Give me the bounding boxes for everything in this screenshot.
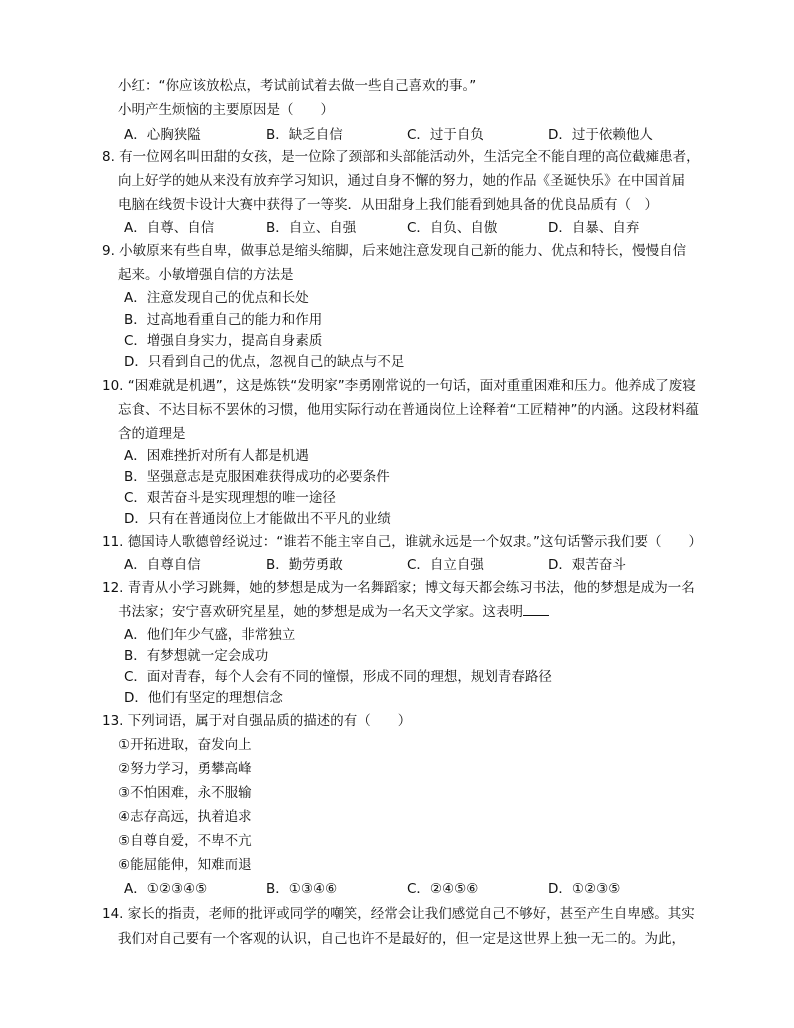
q14-line-2: 我们对自己要有一个客观的认识，自己也许不是最好的，但一定是这世界上独一无二的。为此，	[118, 931, 685, 947]
q9-line-2: 起来。小敏增强自信的方法是	[118, 267, 294, 283]
q12-option-b: B．有梦想就一定会成功	[124, 648, 269, 664]
q13-stem: 13. 下列词语，属于对自强品质的描述的有（ ）	[102, 713, 412, 729]
q13-item-4: ④志存高远，执着追求	[118, 809, 252, 825]
q9-line-1: 9. 小敏原来有些自卑，做事总是缩头缩脚，后来她注意发现自己新的能力、优点和特长，慢慢自信	[102, 243, 687, 259]
q10-line-2: 忘食、不达目标不罢休的习惯，他用实际行动在普通岗位上诠释着“工匠精神”的内涵。这段材料蕴	[118, 402, 699, 418]
q13-item-5: ⑤自尊自爱，不卑不亢	[118, 833, 252, 849]
q13-option-b: B．①③④⑥	[266, 881, 338, 897]
q8-line-2: 向上好学的她从来没有放弃学习知识，通过自身不懈的努力，她的作品《圣诞快乐》在中国首届	[118, 173, 685, 189]
q8-option-a: A．自尊、自信	[124, 220, 215, 236]
q12-line-1: 12. 青青从小学习跳舞，她的梦想是成为一名舞蹈家；博文每天都会练习书法，他的梦想是成为一名	[102, 580, 695, 596]
q13-item-2: ②努力学习，勇攀高峰	[118, 761, 252, 777]
q10-option-b: B．坚强意志是克服困难获得成功的必要条件	[124, 469, 390, 485]
q7-option-b: B．缺乏自信	[266, 127, 343, 143]
q10-option-a: A．困难挫折对所有人都是机遇	[124, 448, 309, 464]
q8-option-c: C．自负、自傲	[407, 220, 498, 236]
q13-option-d: D．①②③⑤	[548, 881, 621, 897]
q11-option-a: A．自尊自信	[124, 557, 201, 573]
q11-option-b: B．勤劳勇敢	[266, 557, 343, 573]
q13-item-3: ③不怕困难，永不服输	[118, 785, 252, 801]
q8-line-3: 电脑在线贺卡设计大赛中获得了一等奖．从田甜身上我们能看到她具备的优良品质有（ ）	[118, 197, 658, 213]
q9-option-c: C．增强自身实力，提高自身素质	[124, 333, 323, 349]
q8-option-b: B．自立、自强	[266, 220, 357, 236]
q10-line-1: 10. “困难就是机遇”，这是炼铁“发明家”李勇刚常说的一句话，面对重重困难和压力。他养成了废寝	[102, 378, 696, 394]
q7-dialogue: 小红：“你应该放松点，考试前试着去做一些自己喜欢的事。”	[118, 78, 477, 94]
q9-option-a: A．注意发现自己的优点和长处	[124, 290, 309, 306]
q9-option-b: B．过高地看重自己的能力和作用	[124, 312, 323, 328]
q14-line-1: 14. 家长的指责，老师的批评或同学的嘲笑，经常会让我们感觉自己不够好，甚至产生自卑感。其实	[102, 906, 695, 922]
q13-option-c: C．②④⑤⑥	[407, 881, 479, 897]
q12-option-c: C．面对青春，每个人会有不同的憧憬，形成不同的理想，规划青春路径	[124, 669, 552, 685]
q8-option-d: D．自暴、自弃	[548, 220, 640, 236]
q7-stem: 小明产生烦恼的主要原因是（ ）	[118, 102, 334, 118]
q8-line-1: 8. 有一位网名叫田甜的女孩，是一位除了颈部和头部能活动外，生活完全不能自理的高位截瘫患者，	[102, 149, 700, 165]
q12-line-2-text: 书法家；安宁喜欢研究星星，她的梦想是成为一名天文学家。这表明	[118, 604, 523, 620]
q12-option-a: A．他们年少气盛，非常独立	[124, 627, 296, 643]
q13-option-a: A．①②③④⑤	[124, 881, 208, 897]
q13-item-6: ⑥能屈能伸，知难而退	[118, 857, 252, 873]
q13-item-1: ①开拓进取，奋发向上	[118, 737, 252, 753]
q7-option-d: D．过于依赖他人	[548, 127, 653, 143]
q11-option-d: D．艰苦奋斗	[548, 557, 626, 573]
q10-option-d: D．只有在普通岗位上才能做出不平凡的业绩	[124, 511, 391, 527]
q12-line-2	[118, 602, 549, 622]
q11-stem: 11. 德国诗人歌德曾经说过：“谁若不能主宰自己，谁就永远是一个奴隶。”这句话警示我们要（ ）	[102, 534, 702, 550]
q12-option-d: D．他们有坚定的理想信念	[124, 690, 283, 706]
q11-option-c: C．自立自强	[407, 557, 484, 573]
q10-line-3: 含的道理是	[118, 426, 186, 442]
answer-blank	[523, 602, 549, 616]
q10-option-c: C．艰苦奋斗是实现理想的唯一途径	[124, 490, 336, 506]
q7-option-a: A．心胸狭隘	[124, 127, 201, 143]
q9-option-d: D．只看到自己的优点，忽视自己的缺点与不足	[124, 354, 405, 370]
q7-option-c: C．过于自负	[407, 127, 484, 143]
